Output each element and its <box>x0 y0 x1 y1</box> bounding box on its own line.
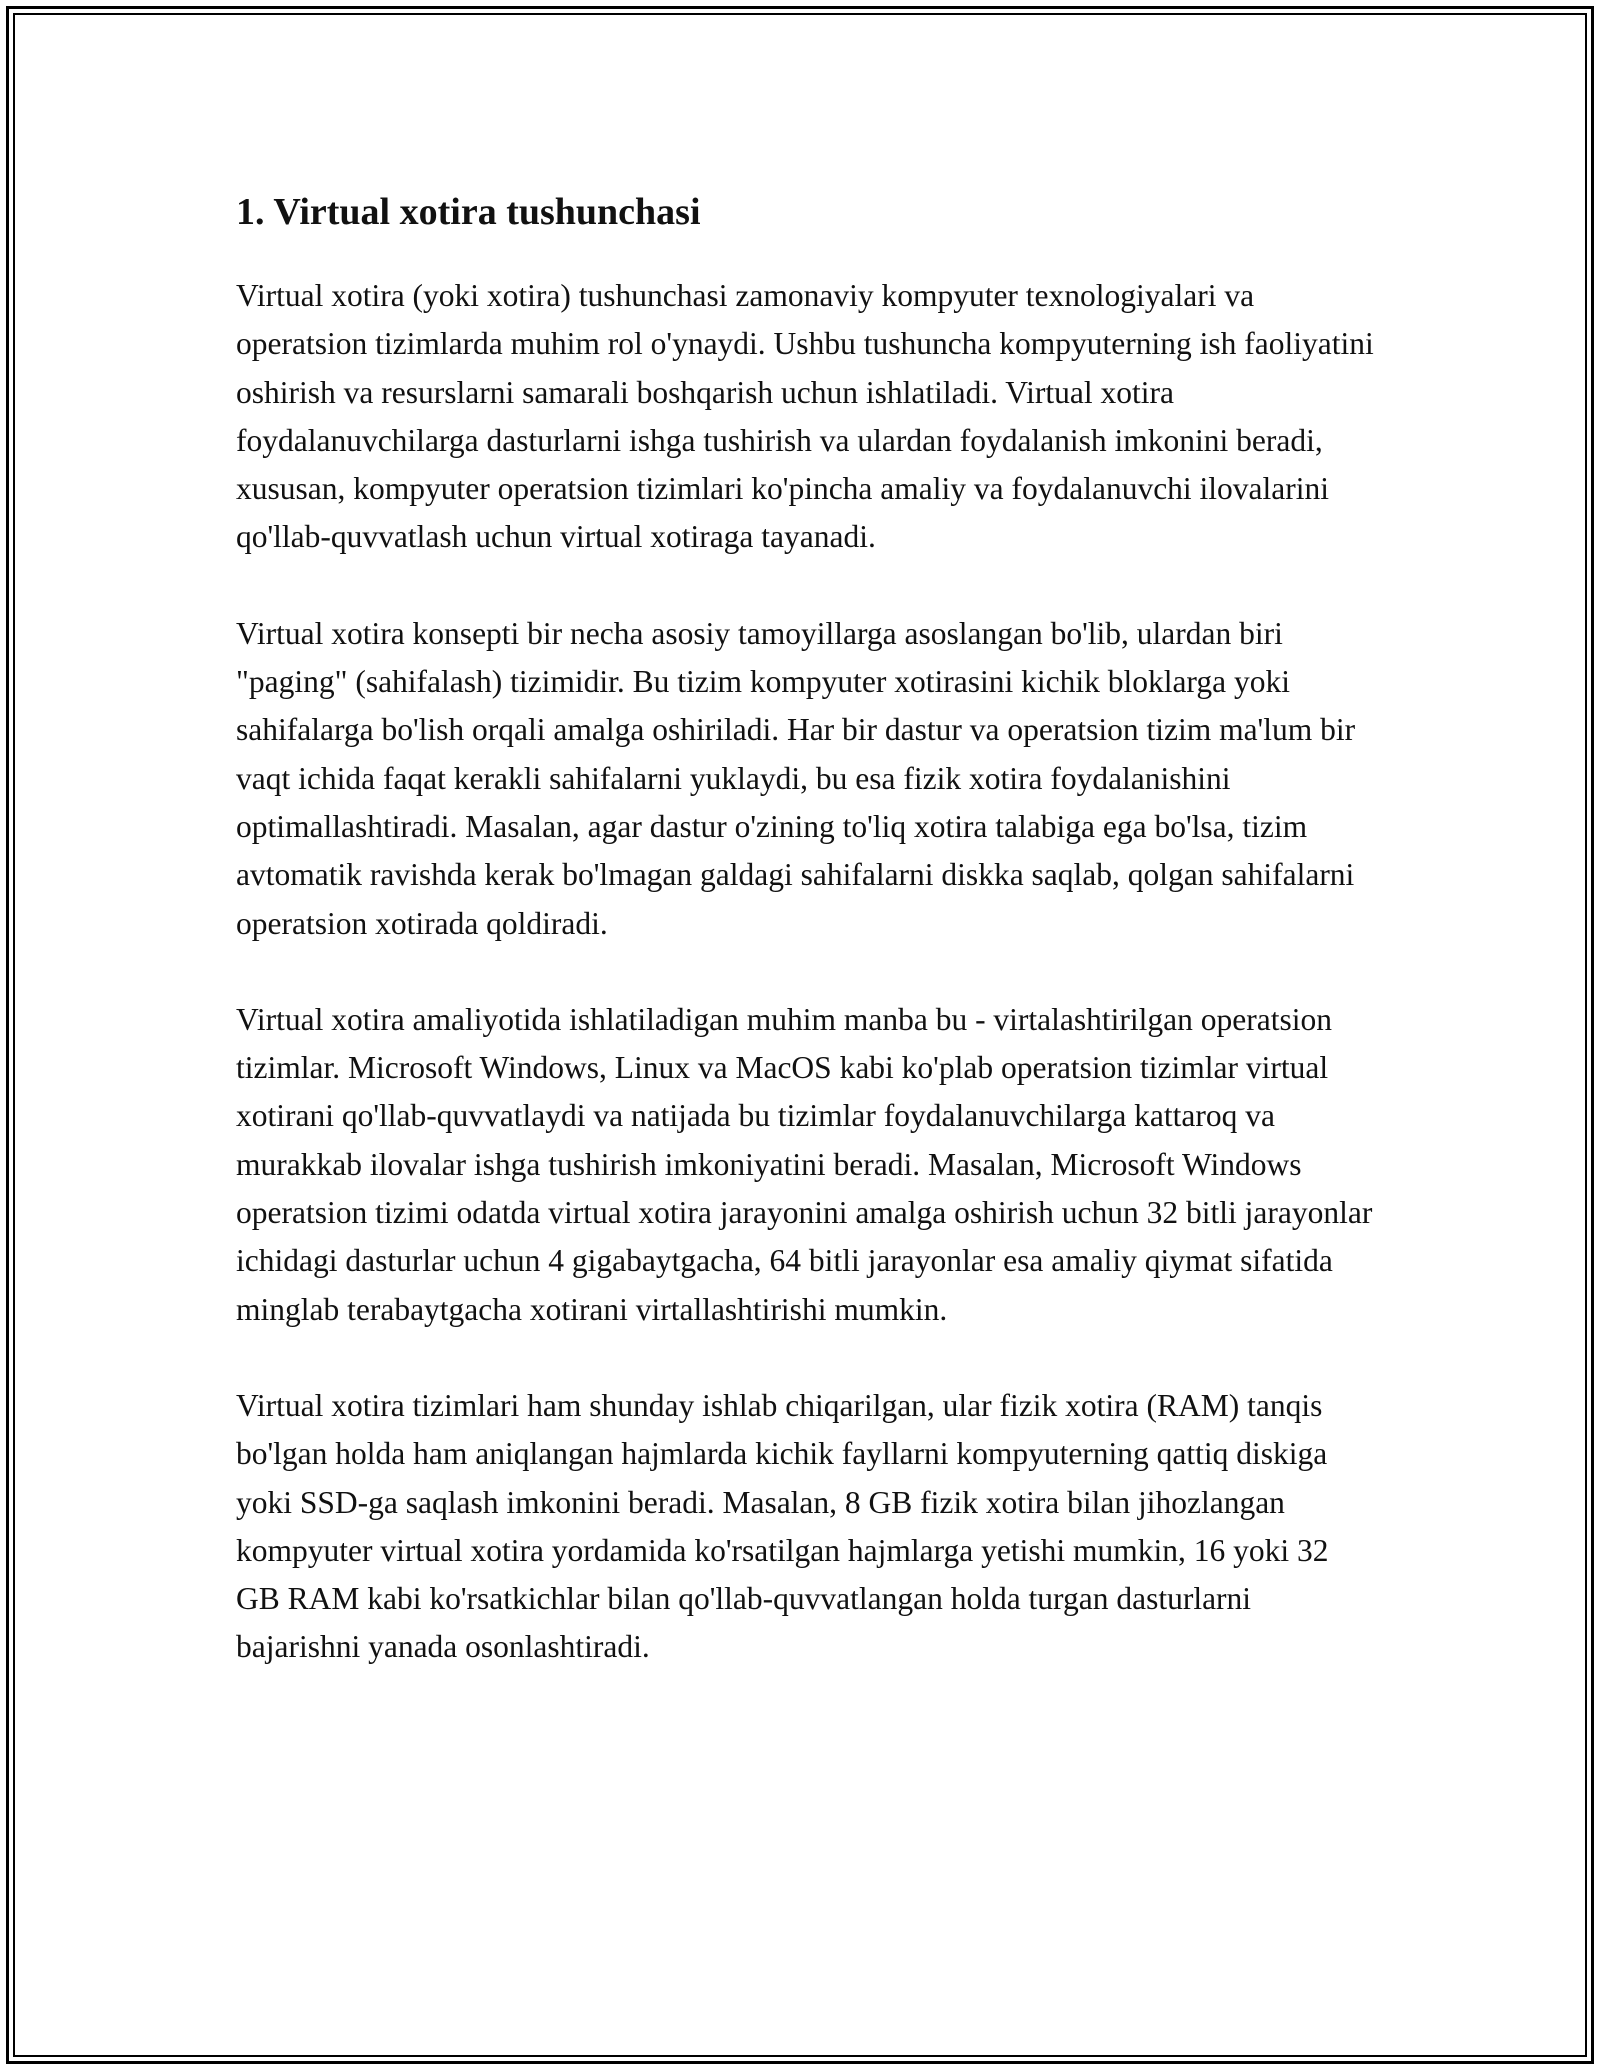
paragraph-1: Virtual xotira (yoki xotira) tushunchasi zamonaviy kompyuter texnologiyalari va operatsion tizimlarda muhim rol o'ynaydi. Ushbu tushuncha kompyuterning ish faoliyatini oshirish va resurslarni samarali boshqarish uchun ishlatiladi. Virtual xotira foydalanuvchilarga dasturlarni ishga tushirish va ulardan foydalanish imkonini beradi, xususan, kompyuter operatsion tizimlari ko'pincha amaliy va foydalanuvchi ilovalarini qo'llab-quvvatlash uchun virtual xotiraga tayanadi. <box>236 278 1374 555</box>
document-body <box>236 186 1386 1720</box>
paragraph-2: Virtual xotira konsepti bir necha asosiy tamoyillarga asoslangan bo'lib, ulardan biri "paging" (sahifalash) tizimidir. Bu tizim kompyuter xotirasini kichik bloklarga yoki sahifalarga bo'lish orqali amalga oshiriladi. Har bir dastur va operatsion tizim ma'lum bir vaqt ichida faqat kerakli sahifalarni yuklaydi, bu esa fizik xotira foydalanishini optimallashtiradi. Masalan, agar dastur o'zining to'liq xotira talabiga ega bo'lsa, tizim avtomatik ravishda kerak bo'lmagan galdagi sahifalarni diskka saqlab, qolgan sahifalarni operatsion xotirada qoldiradi. <box>236 615 1356 941</box>
paragraph-4: Virtual xotira tizimlari ham shunday ishlab chiqarilgan, ular fizik xotira (RAM) tanqis bo'lgan holda ham aniqlangan hajmlarda kichik fayllarni kompyuterning qattiq diskiga yoki SSD-ga saqlash imkonini beradi. Masalan, 8 GB fizik xotira bilan jihozlangan kompyuter virtual xotira yordamida ko'rsatilgan hajmlarga yetishi mumkin, 16 yoki 32 GB RAM kabi ko'rsatkichlar bilan qo'llab-quvvatlangan holda turgan dasturlarni bajarishni yanada osonlashtiradi. <box>236 1387 1329 1665</box>
paragraph-3: Virtual xotira amaliyotida ishlatiladigan muhim manba bu - virtalashtirilgan operatsion tizimlar. Microsoft Windows, Linux va MacOS kabi ko'plab operatsion tizimlar virtual xotirani qo'llab-quvvatlaydi va natijada bu tizimlar foydalanuvchilarga kattaroq va murakkab ilovalar ishga tushirish imkoniyatini beradi. Masalan, Microsoft Windows operatsion tizimi odatda virtual xotira jarayonini amalga oshirish uchun 32 bitli jarayonlar ichidagi dasturlar uchun 4 gigabaytgacha, 64 bitli jarayonlar esa amaliy qiymat sifatida minglab terabaytgacha xotirani virtallashtirishi mumkin. <box>236 1001 1373 1327</box>
document-title: 1. Virtual xotira tushunchasi <box>236 191 701 233</box>
